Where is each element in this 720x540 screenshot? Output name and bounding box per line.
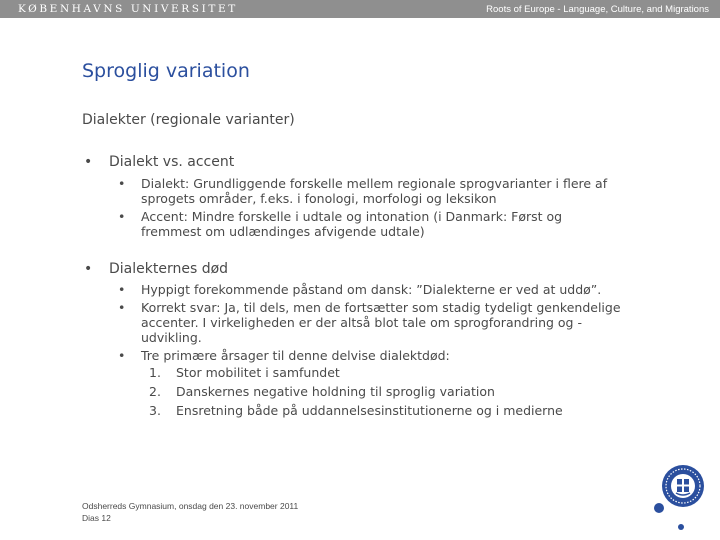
item-number: 3. [149, 403, 161, 418]
university-seal-icon [661, 464, 705, 508]
footer-event: Odsherreds Gymnasium, onsdag den 23. november 2011 [82, 501, 299, 511]
bullet-icon: • [118, 282, 126, 297]
decor-dot [654, 503, 664, 513]
bullet-icon: • [118, 348, 126, 363]
bullet-icon: • [84, 154, 93, 170]
bullet-item [82, 348, 621, 363]
bullet-text: Korrekt svar: Ja, til dels, men de fortsætter som stadig tydeligt genkendelige accenter. I virkeligheden er der altså blot tale om sprogforandring og -udvikling. [141, 300, 621, 345]
bullet-icon: • [84, 261, 93, 277]
header-bar [0, 0, 720, 18]
bullet-text: Dialekt: Grundliggende forskelle mellem regionale sprogvarianter i flere af sprogets områder, f.eks. i fonologi, morfologi og leksikon [141, 176, 608, 206]
bullet-item [82, 176, 621, 206]
section-heading [82, 261, 642, 278]
numbered-item [82, 363, 642, 382]
item-number: 1. [149, 365, 161, 380]
item-number: 2. [149, 384, 161, 399]
bullet-icon: • [118, 300, 126, 315]
numbered-item [82, 382, 642, 401]
slide-number: Dias 12 [82, 513, 111, 523]
numbered-text: Stor mobilitet i samfundet [176, 365, 340, 380]
bullet-item [82, 300, 621, 345]
bullet-item [82, 209, 621, 239]
numbered-text: Danskernes negative holdning til sproglig variation [176, 384, 495, 399]
bullet-item [82, 282, 621, 297]
section-heading-text: Dialekternes død [109, 261, 229, 277]
numbered-text: Ensretning både på uddannelsesinstitutionerne og i medierne [176, 403, 563, 418]
section-heading [82, 154, 642, 171]
decor-dot [678, 524, 684, 530]
numbered-item [82, 401, 642, 420]
slide-content [82, 154, 642, 420]
bullet-text: Tre primære årsager til denne delvise dialektdød: [141, 348, 450, 363]
course-title: Roots of Europe - Language, Culture, and Migrations [486, 4, 709, 15]
slide-subtitle: Dialekter (regionale varianter) [82, 112, 295, 128]
slide-title: Sproglig variation [82, 60, 250, 82]
bullet-text: Hyppigt forekommende påstand om dansk: ”Dialekterne er ved at uddø”. [141, 282, 602, 297]
slide-footer [82, 500, 298, 524]
university-name: KØBENHAVNS UNIVERSITET [18, 3, 238, 15]
bullet-icon: • [118, 209, 126, 224]
bullet-text: Accent: Mindre forskelle i udtale og intonation (i Danmark: Først og fremmest om udlændinges afvigende udtale) [141, 209, 563, 239]
bullet-icon: • [118, 176, 126, 191]
section-heading-text: Dialekt vs. accent [109, 154, 235, 170]
